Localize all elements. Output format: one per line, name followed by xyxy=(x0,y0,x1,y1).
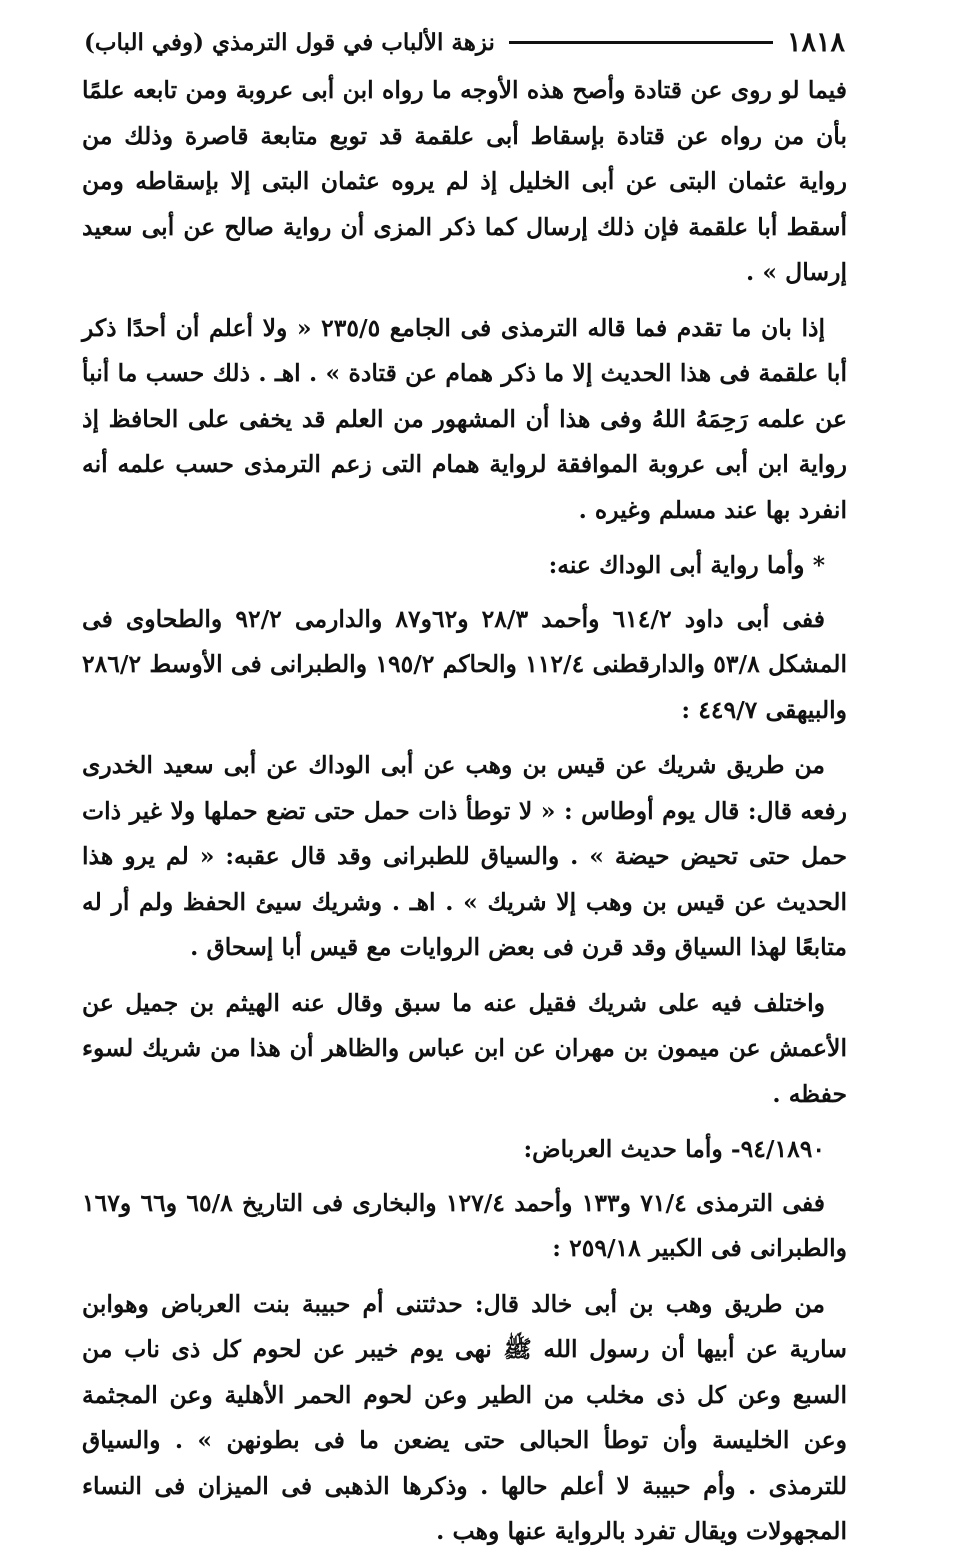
paragraph-5: واختلف فيه على شريك فقيل عنه ما سبق وقال عنه الهيثم بن جميل عن الأعمش عن ميمون بن مهران عن ابن عباس والظاهر أن هذا من شريك لسوء حفظه . xyxy=(82,988,847,1108)
paragraph-7: من طريق وهب بن أبى خالد قال: حدثتنى أم حبيبة بنت العرباض وهوابن سارية عن أبيها أن رسول الله ﷺ نهى يوم خيبر عن لحوم كل ذى ناب من السبع وعن كل ذى مخلب من الطير وعن لحوم الحمر الأهلية وعن المجثمة وعن الخليسة وأن توطأ الحبالى حتى يضعن ما فى بطونهن » . والسياق للترمذى . وأم حبيبة لا أعلم حالها . وذكرها الذهبى فى الميزان فى النساء المجهولات ويقال تفرد بالرواية عنها وهب . xyxy=(82,1289,847,1545)
paragraph-4: من طريق شريك عن قيس بن وهب عن أبى الوداك عن أبى سعيد الخدرى رفعه قال: قال يوم أوطاس : « لا توطأ ذات حمل حتى تضع حملها ولا غير ذات حمل حتى تحيض حيضة » . والسياق للطبرانى وقد قال عقبه: « لم يرو هذا الحديث عن قيس بن وهب إلا شريك » . اهـ . وشريك سيئ الحفظ ولم أر له متابعًا لهذا السياق وقد قرن فى بعض الروايات مع قيس أبا إسحاق . xyxy=(82,751,847,961)
page-header xyxy=(84,22,845,62)
page-body xyxy=(82,68,847,1565)
paragraph-3: ففى أبى داود ٦١٤/٢ وأحمد ٢٨/٣ و٦٢و٨٧ والدارمى ٩٢/٢ والطحاوى فى المشكل ٥٣/٨ والدارقطنى ١١٢/٤ والحاكم ١٩٥/٢ والطبرانى فى الأوسط ٢٨٦/٢ والبيهقى ٤٤٩/٧ : xyxy=(82,604,847,724)
paragraph-2: إذا بان ما تقدم فما قاله الترمذى فى الجامع ٢٣٥/٥ « ولا أعلم أن أحدًا ذكر أبا علقمة فى هذا الحديث إلا ما ذكر همام عن قتادة » . اهـ . ذلك حسب ما أنبأ عن علمه رَحِمَهُ اللهُ وفى هذا أن المشهور من العلم قد يخفى على الحافظ إذ رواية ابن أبى عروبة الموافقة لرواية همام التى زعم الترمذى حسب علمه أنه انفرد بها عند مسلم وغيره . xyxy=(82,313,847,524)
paragraph-6: ففى الترمذى ٧١/٤ و١٣٣ وأحمد ١٢٧/٤ والبخارى فى التاريخ ٦٥/٨ و٦٦ و١٦٧ والطبرانى فى الكبير ٢٥٩/١٨ : xyxy=(82,1188,847,1262)
running-title: نزهة الألباب في قول الترمذي (وفي الباب) xyxy=(84,28,495,56)
section-heading-irbad: ٩٤/١٨٩٠- وأما حديث العرباض: xyxy=(523,1135,825,1163)
section-heading-abi-alwaddak: * وأما رواية أبى الوداك عنه: xyxy=(548,551,825,579)
paragraph-1: فيما لو روى عن قتادة وأصح هذه الأوجه ما رواه ابن أبى عروبة ومن تابعه علمًا بأن من رواه عن قتادة بإسقاط أبى علقمة قد توبع متابعة قاصرة وذلك من رواية عثمان البتى عن أبى الخليل إذ لم يروه عثمان البتى إلا بإسقاطه ومن أسقط أبا علقمة فإن ذلك إرسال كما ذكر المزى أن رواية صالح عن أبى سعيد إرسال » . xyxy=(82,76,847,286)
page-number: ١٨١٨ xyxy=(786,26,845,58)
header-rule xyxy=(509,41,773,44)
